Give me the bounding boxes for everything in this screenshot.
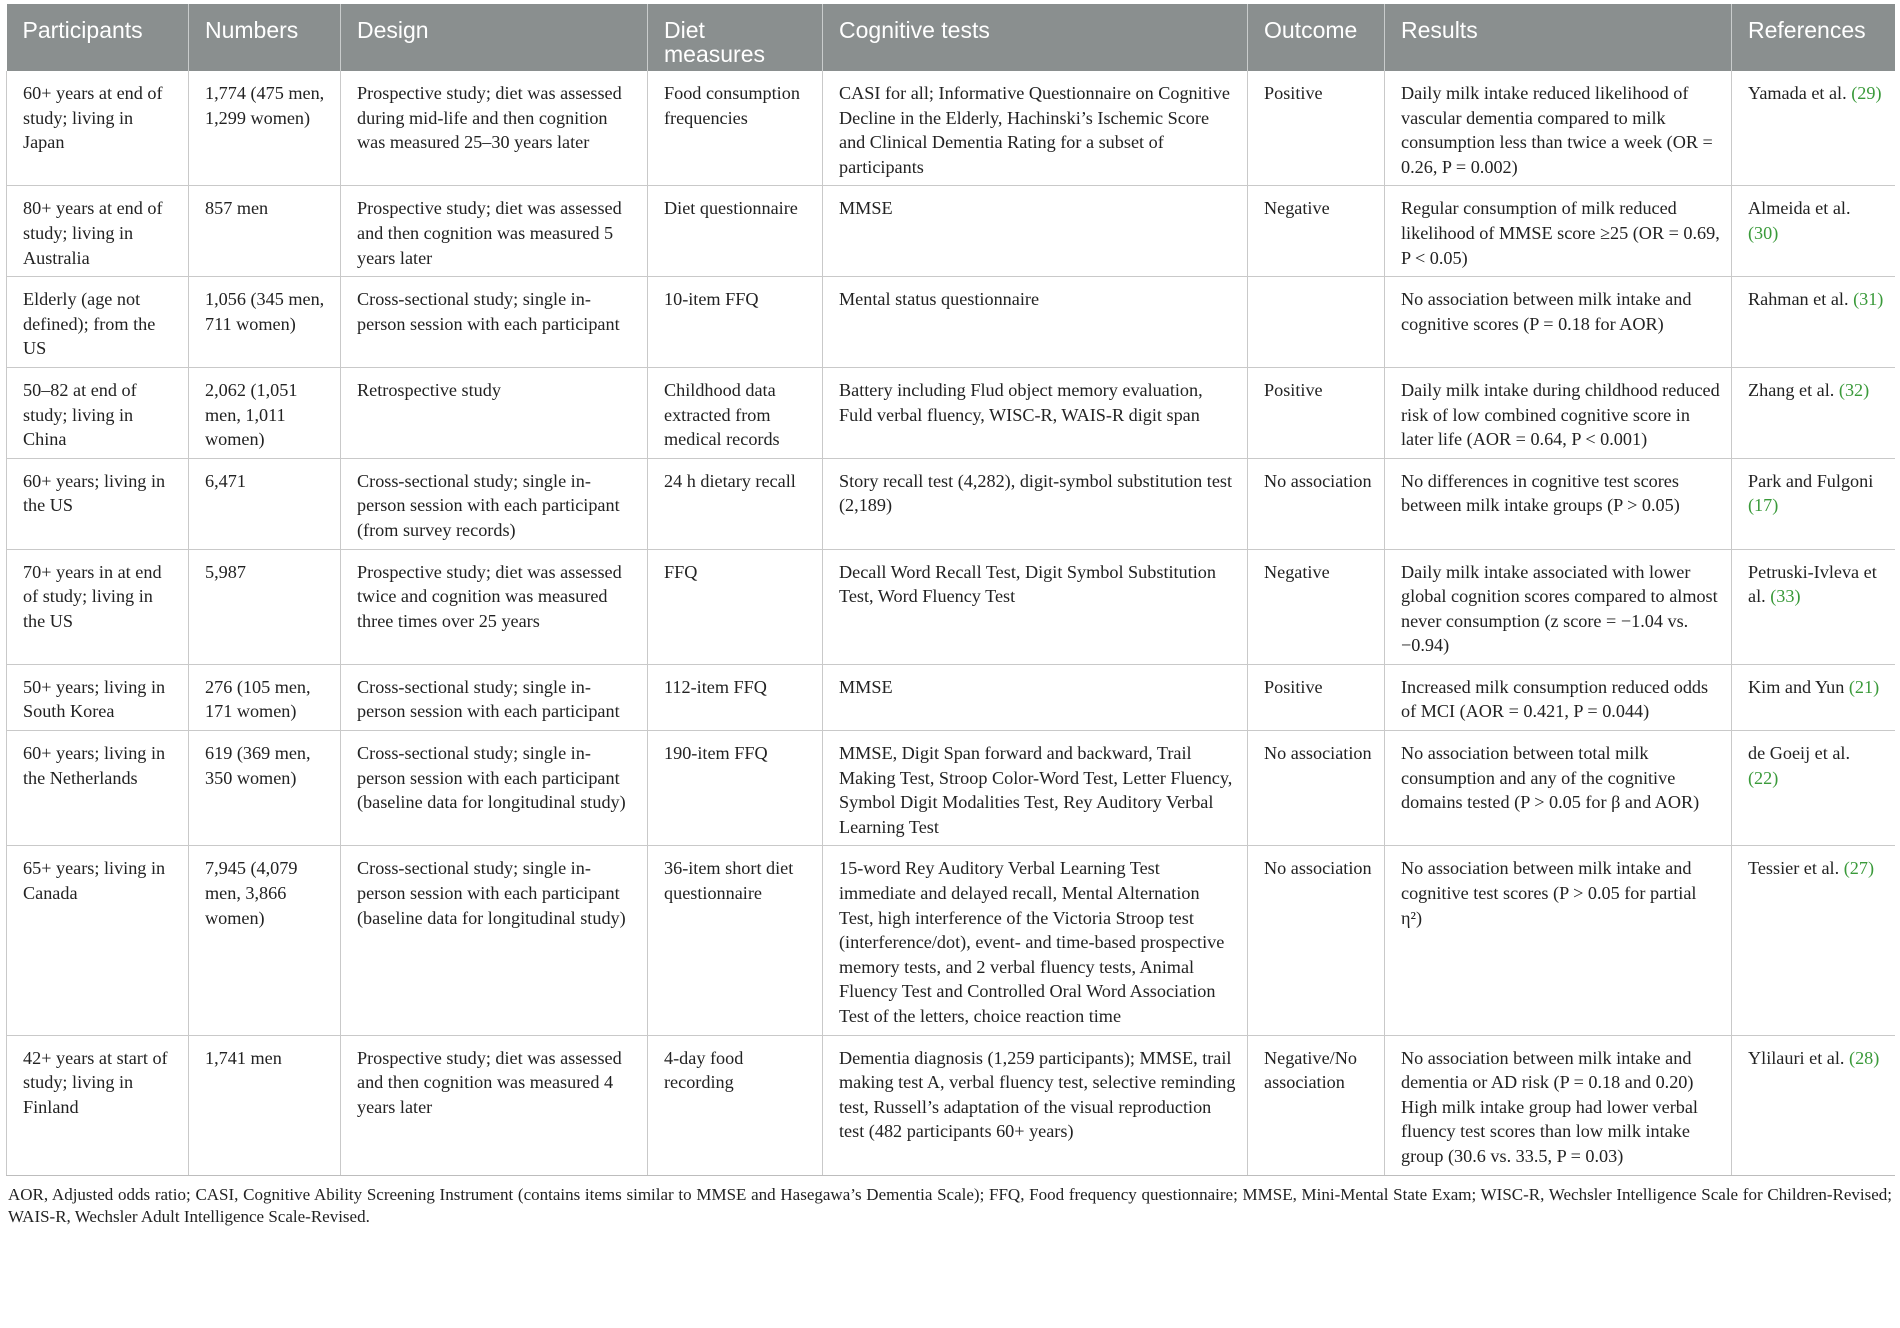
- cell-cognitive-tests: MMSE, Digit Span forward and backward, Trail Making Test, Stroop Color-Word Test, Letter Fluency, Symbol Digit Modalities Test, Rey Auditory Verbal Learning Test: [823, 731, 1248, 846]
- header-cognitive-tests: Cognitive tests: [823, 4, 1248, 71]
- header-results: Results: [1385, 4, 1732, 71]
- cell-cognitive-tests: CASI for all; Informative Questionnaire on Cognitive Decline in the Elderly, Hachinski’s Ischemic Score and Clinical Dementia Rating for a subset of participants: [823, 71, 1248, 186]
- cell-design: Cross-sectional study; single in-person session with each participant: [341, 664, 648, 730]
- cell-cognitive-tests: Mental status questionnaire: [823, 277, 1248, 368]
- table-footnote: AOR, Adjusted odds ratio; CASI, Cognitive Ability Screening Instrument (contains items similar to MMSE and Hasegawa’s Dementia Scale); FFQ, Food frequency questionnaire; MMSE, Mini-Mental State Exam; WISC-R, Wechsler Intelligence Scale for Children-Revised; WAIS-R, Wechsler Adult Intelligence Scale-Revised.: [8, 1184, 1892, 1226]
- cell-cognitive-tests: MMSE: [823, 664, 1248, 730]
- cell-references: [1732, 186, 1895, 277]
- cell-design: Prospective study; diet was assessed twice and cognition was measured three times over 25 years: [341, 549, 648, 664]
- header-diet-measures: Diet measures: [648, 4, 823, 71]
- reference-authors: Rahman et al.: [1748, 289, 1854, 310]
- cell-cognitive-tests: Battery including Flud object memory evaluation, Fuld verbal fluency, WISC-R, WAIS-R digit span: [823, 367, 1248, 458]
- cell-numbers: 6,471: [189, 458, 341, 549]
- cell-diet-measures: Food consumption frequencies: [648, 71, 823, 186]
- cell-references: [1732, 549, 1895, 664]
- cell-numbers: 1,056 (345 men, 711 women): [189, 277, 341, 368]
- cell-results: Regular consumption of milk reduced likelihood of MMSE score ≥25 (OR = 0.69, P < 0.05): [1385, 186, 1732, 277]
- table-row: [7, 277, 1895, 368]
- cell-outcome: [1248, 277, 1385, 368]
- cell-participants: 80+ years at end of study; living in Australia: [7, 186, 189, 277]
- reference-authors: Ylilauri et al.: [1748, 1047, 1850, 1068]
- cell-outcome: Positive: [1248, 71, 1385, 186]
- cell-participants: 42+ years at start of study; living in Finland: [7, 1035, 189, 1175]
- reference-authors: Almeida et al.: [1748, 198, 1851, 219]
- cell-participants: Elderly (age not defined); from the US: [7, 277, 189, 368]
- table-row: [7, 367, 1895, 458]
- reference-link[interactable]: (32): [1838, 379, 1870, 400]
- cell-numbers: 857 men: [189, 186, 341, 277]
- cell-outcome: Negative: [1248, 186, 1385, 277]
- cell-outcome: No association: [1248, 846, 1385, 1035]
- cell-outcome: Negative: [1248, 549, 1385, 664]
- reference-link[interactable]: (21): [1848, 676, 1880, 697]
- cell-results: No association between total milk consumption and any of the cognitive domains tested (P > 0.05 for β and AOR): [1385, 731, 1732, 846]
- cell-diet-measures: 36-item short diet questionnaire: [648, 846, 823, 1035]
- header-participants: Participants: [7, 4, 189, 71]
- reference-authors: Tessier et al.: [1748, 858, 1844, 879]
- table-row: [7, 664, 1895, 730]
- cell-references: [1732, 664, 1895, 730]
- cell-design: Retrospective study: [341, 367, 648, 458]
- cell-participants: 60+ years at end of study; living in Japan: [7, 71, 189, 186]
- cell-design: Cross-sectional study; single in-person session with each participant: [341, 277, 648, 368]
- header-design: Design: [341, 4, 648, 71]
- cell-results: No association between milk intake and dementia or AD risk (P = 0.18 and 0.20) High milk intake group had lower verbal fluency test scores than low milk intake group (30.6 vs. 33.5, P = 0.03): [1385, 1035, 1732, 1175]
- cell-results: No differences in cognitive test scores between milk intake groups (P > 0.05): [1385, 458, 1732, 549]
- cell-design: Cross-sectional study; single in-person session with each participant (from survey records): [341, 458, 648, 549]
- cell-numbers: 1,774 (475 men, 1,299 women): [189, 71, 341, 186]
- reference-link[interactable]: (27): [1843, 858, 1875, 879]
- reference-link[interactable]: (29): [1851, 83, 1882, 103]
- cell-results: Daily milk intake reduced likelihood of vascular dementia compared to milk consumption less than twice a week (OR = 0.26, P = 0.002): [1385, 71, 1732, 186]
- reference-link[interactable]: (17): [1748, 495, 1779, 516]
- cell-results: No association between milk intake and cognitive scores (P = 0.18 for AOR): [1385, 277, 1732, 368]
- cell-participants: 60+ years; living in the Netherlands: [7, 731, 189, 846]
- cell-outcome: Negative/No association: [1248, 1035, 1385, 1175]
- cell-design: Prospective study; diet was assessed during mid-life and then cognition was measured 25–30 years later: [341, 71, 648, 186]
- cell-references: [1732, 277, 1895, 368]
- table-row: [7, 1035, 1895, 1175]
- cell-participants: 50+ years; living in South Korea: [7, 664, 189, 730]
- cell-references: [1732, 367, 1895, 458]
- table-body: [7, 71, 1895, 1175]
- table-row: [7, 549, 1895, 664]
- table-row: [7, 731, 1895, 846]
- cell-diet-measures: 10-item FFQ: [648, 277, 823, 368]
- cell-results: Daily milk intake associated with lower global cognition scores compared to almost never consumption (z score = −1.04 vs. −0.94): [1385, 549, 1732, 664]
- cell-cognitive-tests: Dementia diagnosis (1,259 participants); MMSE, trail making test A, verbal fluency test, selective reminding test, Russell’s adaptation of the visual reproduction test (482 participants 60+ years): [823, 1035, 1248, 1175]
- cell-diet-measures: Childhood data extracted from medical records: [648, 367, 823, 458]
- cell-outcome: Positive: [1248, 664, 1385, 730]
- cell-diet-measures: 24 h dietary recall: [648, 458, 823, 549]
- cell-design: Cross-sectional study; single in-person session with each participant (baseline data for longitudinal study): [341, 731, 648, 846]
- studies-table: [6, 4, 1895, 1176]
- table-row: [7, 846, 1895, 1035]
- reference-authors: Kim and Yun: [1748, 676, 1849, 697]
- cell-cognitive-tests: Decall Word Recall Test, Digit Symbol Substitution Test, Word Fluency Test: [823, 549, 1248, 664]
- cell-diet-measures: 112-item FFQ: [648, 664, 823, 730]
- cell-references: [1732, 731, 1895, 846]
- cell-diet-measures: 4-day food recording: [648, 1035, 823, 1175]
- header-references: References: [1732, 4, 1895, 71]
- cell-numbers: 7,945 (4,079 men, 3,866 women): [189, 846, 341, 1035]
- cell-references: [1732, 71, 1895, 186]
- cell-cognitive-tests: Story recall test (4,282), digit-symbol substitution test (2,189): [823, 458, 1248, 549]
- cell-results: Increased milk consumption reduced odds of MCI (AOR = 0.421, P = 0.044): [1385, 664, 1732, 730]
- reference-link[interactable]: (33): [1770, 586, 1801, 607]
- reference-authors: Yamada et al.: [1748, 83, 1852, 103]
- cell-references: [1732, 458, 1895, 549]
- cell-references: [1732, 1035, 1895, 1175]
- cell-diet-measures: FFQ: [648, 549, 823, 664]
- reference-authors: Park and Fulgoni: [1748, 470, 1874, 491]
- cell-diet-measures: 190-item FFQ: [648, 731, 823, 846]
- cell-numbers: 1,741 men: [189, 1035, 341, 1175]
- cell-numbers: 2,062 (1,051 men, 1,011 women): [189, 367, 341, 458]
- header-numbers: Numbers: [189, 4, 341, 71]
- cell-references: [1732, 846, 1895, 1035]
- table-row: [7, 71, 1895, 186]
- reference-authors: de Goeij et al.: [1748, 743, 1851, 764]
- reference-link[interactable]: (30): [1748, 222, 1779, 243]
- reference-link[interactable]: (31): [1853, 289, 1884, 310]
- header-row: [7, 4, 1895, 71]
- cell-diet-measures: Diet questionnaire: [648, 186, 823, 277]
- cell-participants: 70+ years in at end of study; living in the US: [7, 549, 189, 664]
- cell-design: Cross-sectional study; single in-person session with each participant (baseline data for longitudinal study): [341, 846, 648, 1035]
- table-row: [7, 186, 1895, 277]
- cell-results: Daily milk intake during childhood reduced risk of low combined cognitive score in later life (AOR = 0.64, P < 0.001): [1385, 367, 1732, 458]
- cell-cognitive-tests: MMSE: [823, 186, 1248, 277]
- cell-outcome: Positive: [1248, 367, 1385, 458]
- cell-results: No association between milk intake and cognitive test scores (P > 0.05 for partial η²): [1385, 846, 1732, 1035]
- cell-participants: 50–82 at end of study; living in China: [7, 367, 189, 458]
- cell-outcome: No association: [1248, 731, 1385, 846]
- reference-authors: Petruski-Ivleva et al.: [1748, 561, 1877, 607]
- cell-design: Prospective study; diet was assessed and then cognition was measured 5 years later: [341, 186, 648, 277]
- cell-cognitive-tests: 15-word Rey Auditory Verbal Learning Test immediate and delayed recall, Mental Alternation Test, high interference of the Victoria Stroop test (interference/dot), event- and time-based prospective memory tests, and 2 verbal fluency tests, Animal Fluency Test and Controlled Oral Word Association Test of the letters, choice reaction time: [823, 846, 1248, 1035]
- cell-numbers: 5,987: [189, 549, 341, 664]
- cell-numbers: 619 (369 men, 350 women): [189, 731, 341, 846]
- table-row: [7, 458, 1895, 549]
- cell-participants: 65+ years; living in Canada: [7, 846, 189, 1035]
- reference-link[interactable]: (22): [1748, 767, 1779, 788]
- reference-link[interactable]: (28): [1849, 1047, 1880, 1068]
- cell-outcome: No association: [1248, 458, 1385, 549]
- reference-authors: Zhang et al.: [1748, 379, 1839, 400]
- cell-numbers: 276 (105 men, 171 women): [189, 664, 341, 730]
- cell-participants: 60+ years; living in the US: [7, 458, 189, 549]
- header-outcome: Outcome: [1248, 4, 1385, 71]
- cell-design: Prospective study; diet was assessed and then cognition was measured 4 years later: [341, 1035, 648, 1175]
- table-figure: [6, 4, 1894, 1228]
